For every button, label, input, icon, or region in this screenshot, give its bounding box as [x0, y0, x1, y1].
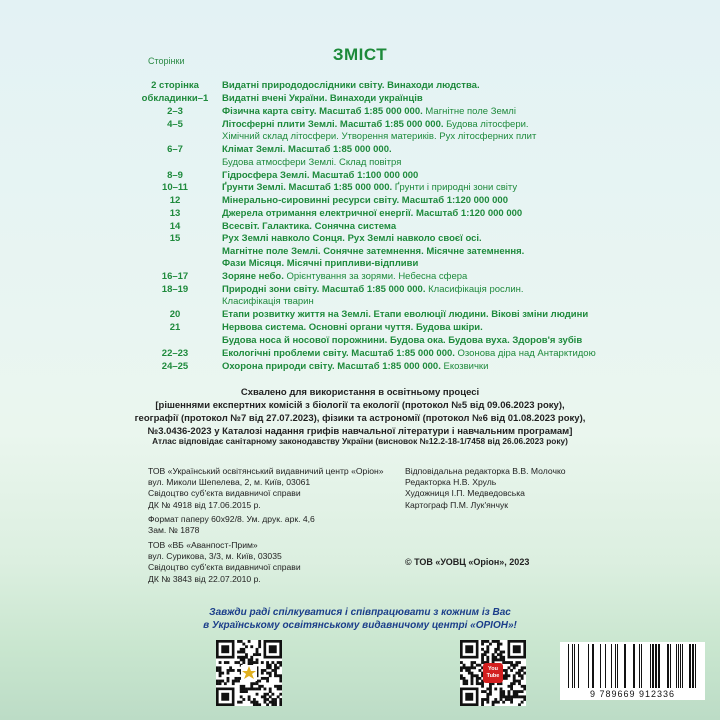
- format-line: Зам. № 1878: [148, 525, 200, 536]
- toc-entry-title: Ґрунти Землі. Масштаб 1:85 000 000.: [222, 182, 393, 193]
- copyright: © ТОВ «УОВЦ «Оріон», 2023: [405, 557, 530, 567]
- toc-page-number: 15: [169, 233, 181, 244]
- toc-entry: [222, 93, 423, 104]
- toc-page-number: 10–11: [162, 182, 188, 193]
- toc-page-number: 13: [169, 208, 181, 219]
- toc-entry: [222, 131, 536, 142]
- toc-entry: [222, 195, 508, 206]
- toc-entry-title: Фази Місяця. Місячні припливи-відпливи: [222, 258, 419, 269]
- toc-entry-subtitle: Ґрунти і природні зони світу: [394, 182, 518, 193]
- toc-entry: [222, 271, 467, 282]
- editor-line: Відповідальна редакторка В.В. Молочко: [405, 466, 566, 476]
- toc-entry: [222, 221, 396, 232]
- toc-page-number: 21: [169, 322, 181, 333]
- toc-page-number: 14: [169, 221, 181, 232]
- barcode: [560, 642, 705, 700]
- publisher-line: вул. Миколи Шепелева, 2, м. Київ, 03061: [148, 477, 311, 488]
- toc-entry: [222, 233, 482, 244]
- toc-entry-title: Клімат Землі. Масштаб 1:85 000 000.: [222, 144, 392, 155]
- toc-page-number: 2–3: [167, 106, 183, 117]
- approval-line-4: №3.0436-2023 у Каталозі надання грифів навчальної літератури і навчальним програмам]: [147, 426, 573, 437]
- toc-entry-title: Гідросфера Землі. Масштаб 1:100 000 000: [222, 170, 419, 181]
- toc-page-number: 20: [169, 309, 181, 320]
- toc-entry: [222, 322, 483, 333]
- toc-entry: [222, 309, 588, 320]
- toc-entry: [222, 335, 582, 346]
- toc-entry: [222, 258, 418, 269]
- toc-entry: [222, 361, 488, 372]
- toc-entry-title: Будова носа й носової порожнини. Будова ока. Будова вуха. Здоров'я зубів: [222, 335, 583, 346]
- approval-line-1: Схвалено для використання в освітньому процесі: [240, 387, 480, 398]
- toc-entry: [222, 182, 517, 193]
- approval-line-3: географії (протокол №7 від 27.07.2023), фізики та астрономії (протокол №6 від 01.08.2023 року),: [134, 413, 586, 424]
- publisher-line: ДК № 4918 від 17.06.2015 р.: [148, 499, 261, 510]
- toc-entry: [222, 144, 392, 155]
- toc-entry-title: Мінерально-сировинні ресурси світу. Масштаб 1:120 000 000: [222, 195, 508, 206]
- publisher-line: Свідоцтво суб'єкта видавничої справи: [148, 488, 301, 499]
- toc-entry-subtitle: Екозвички: [443, 361, 489, 372]
- toc-entry-subtitle: Хімічний склад літосфери. Утворення материків. Рух літосферних плит: [222, 131, 537, 142]
- printer-line: Свідоцтво суб'єкта видавничої справи: [148, 562, 301, 573]
- toc-page-number: 4–5: [167, 119, 183, 130]
- toc-entry-title: Джерела отримання електричної енергії. Масштаб 1:120 000 000: [222, 208, 523, 219]
- toc-entry-title: Екологічні проблеми світу. Масштаб 1:85 000 000.: [222, 348, 455, 359]
- toc-page-number: обкладинки–1: [141, 93, 209, 104]
- toc-entry: [222, 80, 480, 91]
- page-title: ЗМІСТ: [332, 45, 388, 64]
- editors-block: [405, 466, 566, 511]
- toc-entry-title: Магнітне поле Землі. Сонячне затемнення. Місячне затемнення.: [222, 246, 525, 257]
- toc-entry: [222, 246, 524, 257]
- printer-line: ТОВ «ВБ «Аванпост-Прим»: [148, 540, 258, 550]
- toc-entry-title: Охорона природи світу. Масштаб 1:85 000 000.: [222, 361, 441, 372]
- printer-line: ДК № 3843 від 22.07.2010 р.: [148, 573, 261, 584]
- toc-entry: [222, 296, 314, 307]
- toc-entry-title: Етапи розвитку життя на Землі. Етапи еволюції людини. Вікові зміни людини: [222, 309, 589, 320]
- publisher-line: ТОВ «Український освітянський видавничий центр «Оріон»: [148, 466, 384, 476]
- printer-line: вул. Сурикова, 3/3, м. Київ, 03035: [148, 551, 282, 562]
- pages-column-label: Сторінки: [148, 56, 185, 66]
- printer-block: [148, 540, 301, 585]
- qr-code-icon[interactable]: [216, 640, 282, 706]
- toc-entry: [222, 348, 596, 359]
- toc-page-number: 16–17: [161, 271, 189, 282]
- publisher-block: [148, 466, 384, 511]
- toc-entry: [222, 170, 418, 181]
- toc-page-number: 24–25: [161, 361, 189, 372]
- youtube-icon: You Tube: [483, 663, 503, 683]
- toc-entry-title: Зоряне небо.: [222, 271, 284, 282]
- toc-entry-title: Нервова система. Основні органи чуття. Будова шкіри.: [222, 322, 483, 333]
- toc-page-number: 2 сторінка: [151, 80, 199, 91]
- toc-page-number: 6–7: [167, 144, 183, 155]
- toc-entry: [222, 106, 516, 117]
- toc-entry-title: Всесвіт. Галактика. Сонячна система: [222, 221, 397, 232]
- editor-line: Картограф П.М. Лук'янчук: [405, 499, 509, 510]
- format-block: [148, 514, 315, 536]
- editor-line: Художниця І.П. Медведовська: [405, 488, 525, 499]
- toc-entry-subtitle: Класифікація рослин.: [428, 284, 524, 295]
- toc-entry-subtitle: Магнітне поле Землі: [425, 106, 516, 117]
- editor-line: Редакторка Н.В. Хруль: [405, 477, 497, 488]
- toc-entry-title: Видатні вчені України. Винаходи українців: [222, 93, 423, 104]
- toc-page-number: 22–23: [161, 348, 189, 359]
- toc-entry-subtitle: Озонова діра над Антарктидою: [457, 348, 596, 359]
- toc-entry-title: Природні зони світу. Масштаб 1:85 000 000.: [222, 284, 426, 295]
- toc-entry: [222, 284, 524, 295]
- slogan-line: в Українському освітянському видавничому центрі «ОРІОН»!: [203, 620, 517, 631]
- sanitary-note: Атлас відповідає санітарному законодавству України (висновок №12.2-18-1/7458 від 26.06.2023 року): [152, 436, 568, 446]
- toc-entry-title: Видатні природодослідники світу. Винаходи людства.: [222, 80, 480, 91]
- toc-entry: [222, 157, 401, 168]
- format-line: Формат паперу 60х92/8. Ум. друк. арк. 4,6: [148, 514, 315, 524]
- toc-entry-subtitle: Класифікація тварин: [222, 296, 314, 307]
- toc-entry-title: Фізична карта світу. Масштаб 1:85 000 000.: [222, 106, 423, 117]
- slogan-line: Завжди раді спілкуватися і співпрацювати з кожним із Вас: [209, 607, 511, 618]
- toc-page-number: 8–9: [167, 170, 183, 181]
- toc-entry-subtitle: Будова літосфери.: [446, 119, 529, 130]
- toc-entry-title: Рух Землі навколо Сонця. Рух Землі навколо своєї осі.: [222, 233, 482, 244]
- toc-page-number: 18–19: [161, 284, 189, 295]
- toc-entry-subtitle: Орієнтування за зорями. Небесна сфера: [286, 271, 468, 282]
- toc-entry-subtitle: Будова атмосфери Землі. Склад повітря: [222, 157, 402, 168]
- barcode-number: 9 789669 912336: [589, 689, 676, 699]
- approval-line-2: [рішеннями експертних комісій з біології та екології (протокол №5 від 09.06.2023 року),: [155, 400, 565, 411]
- toc-entry: [222, 208, 522, 219]
- toc-entry-title: Літосферні плити Землі. Масштаб 1:85 000 000.: [222, 119, 444, 130]
- toc-entry: [222, 119, 529, 130]
- toc-page-number: 12: [169, 195, 181, 206]
- youtube-qr-code-icon[interactable]: [460, 640, 526, 706]
- slogan: [0, 606, 720, 632]
